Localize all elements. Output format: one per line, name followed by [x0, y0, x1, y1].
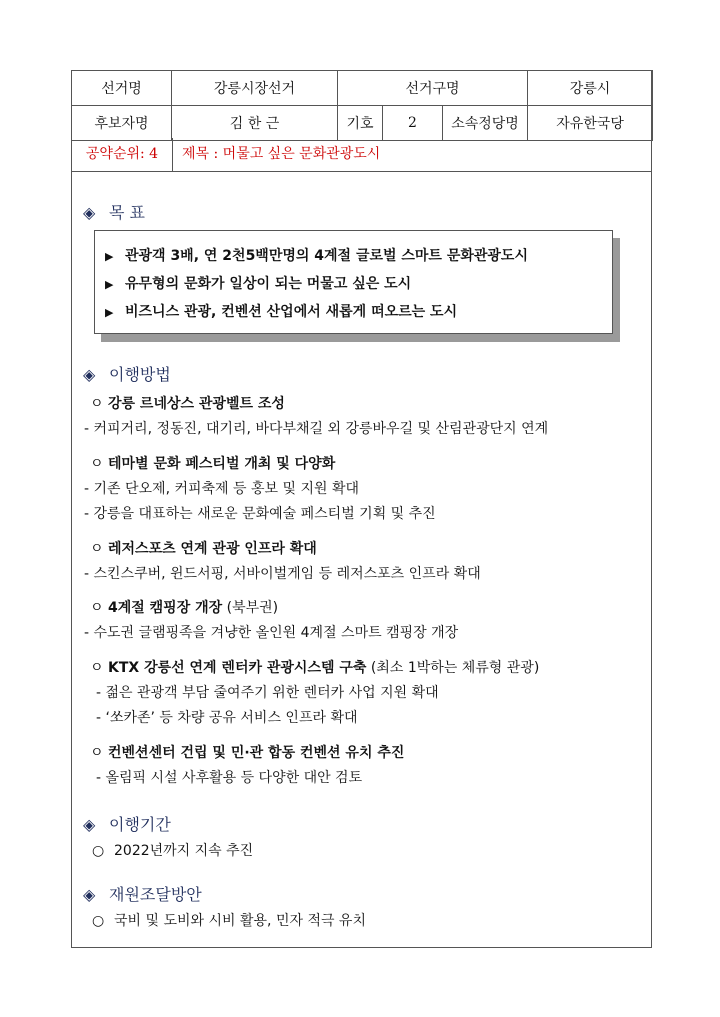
election-value: 강릉시장선거 — [172, 71, 338, 106]
circle-bullet-icon: ○ — [92, 913, 105, 929]
district-label: 선거구명 — [338, 71, 528, 106]
method-title: ㅇ 테마별 문화 페스티벌 개최 및 다양화 — [90, 453, 335, 473]
method-sub: - ‘쏘카존’ 등 차량 공유 서비스 인프라 확대 — [96, 710, 358, 726]
diamond-icon: ◈ — [83, 365, 96, 384]
method-title: ㅇ 4계절 캠핑장 개장 (북부권) — [90, 597, 278, 617]
method-title: ㅇ 강릉 르네상스 관광벨트 조성 — [90, 393, 285, 413]
method-sub: - 강릉을 대표하는 새로운 문화예술 페스티벌 기획 및 추진 — [84, 506, 436, 522]
method-title: ㅇ KTX 강릉선 연계 렌터카 관광시스템 구축 (최소 1박하는 체류형 관광) — [90, 657, 539, 677]
triangle-right-icon: ▶ — [105, 250, 114, 263]
method-title: ㅇ 컨벤션센터 건립 및 민·관 합동 컨벤션 유치 추진 — [90, 742, 404, 762]
diamond-icon: ◈ — [83, 815, 96, 834]
goal-box — [94, 230, 613, 334]
circle-bullet-icon: ㅇ — [90, 745, 104, 761]
period-text: ○ 2022년까지 지속 추진 — [92, 843, 254, 859]
symbol-label: 기호 — [338, 106, 383, 141]
diamond-icon: ◈ — [83, 203, 96, 222]
header-table — [71, 70, 653, 141]
candidate-value: 김 한 근 — [172, 106, 338, 141]
pledge-order: 공약순위: 4 — [72, 138, 173, 171]
method-sub: - 올림픽 시설 사후활용 등 다양한 대안 검토 — [96, 770, 363, 786]
method-sub: - 수도권 글램핑족을 겨냥한 올인원 4계절 스마트 캠핑장 개장 — [84, 625, 459, 641]
candidate-label: 후보자명 — [72, 106, 172, 141]
pledge-row — [71, 138, 652, 172]
party-label: 소속정당명 — [443, 106, 528, 141]
triangle-right-icon: ▶ — [105, 278, 114, 291]
goal-heading: ◈ 목 표 — [83, 203, 145, 222]
pledge-title: 제목 : 머물고 싶은 문화관광도시 — [182, 146, 381, 162]
goal-item: ▶ 유무형의 문화가 일상이 되는 머물고 싶은 도시 — [105, 276, 412, 292]
triangle-right-icon: ▶ — [105, 306, 114, 319]
method-sub: - 커피거리, 정동진, 대기리, 바다부채길 외 강릉바우길 및 산림관광단지 연계 — [84, 421, 549, 437]
period-heading: ◈ 이행기간 — [83, 815, 171, 834]
circle-bullet-icon: ㅇ — [90, 660, 104, 676]
symbol-value: 2 — [383, 106, 443, 141]
goal-item: ▶ 비즈니스 관광, 컨벤션 산업에서 새롭게 떠오르는 도시 — [105, 304, 458, 320]
method-sub: - 젊은 관광객 부담 줄여주기 위한 렌터카 사업 지원 확대 — [96, 685, 439, 701]
funding-text: ○ 국비 및 도비와 시비 활용, 민자 적극 유치 — [92, 913, 366, 929]
circle-bullet-icon: ㅇ — [90, 600, 104, 616]
method-title: ㅇ 레저스포츠 연계 관광 인프라 확대 — [90, 538, 317, 558]
method-sub: - 기존 단오제, 커피축제 등 홍보 및 지원 확대 — [84, 481, 360, 497]
circle-bullet-icon: ○ — [92, 843, 105, 859]
goal-item: ▶ 관광객 3배, 연 2천5백만명의 4계절 글로벌 스마트 문화관광도시 — [105, 248, 528, 264]
circle-bullet-icon: ㅇ — [90, 456, 104, 472]
party-value: 자유한국당 — [528, 106, 653, 141]
methods-heading: ◈ 이행방법 — [83, 365, 171, 384]
method-sub: - 스킨스쿠버, 윈드서핑, 서바이벌게임 등 레저스포츠 인프라 확대 — [84, 566, 481, 582]
circle-bullet-icon: ㅇ — [90, 541, 104, 557]
diamond-icon: ◈ — [83, 885, 96, 904]
circle-bullet-icon: ㅇ — [90, 396, 104, 412]
district-value: 강릉시 — [528, 71, 653, 106]
election-label: 선거명 — [72, 71, 172, 106]
funding-heading: ◈ 재원조달방안 — [83, 885, 202, 904]
